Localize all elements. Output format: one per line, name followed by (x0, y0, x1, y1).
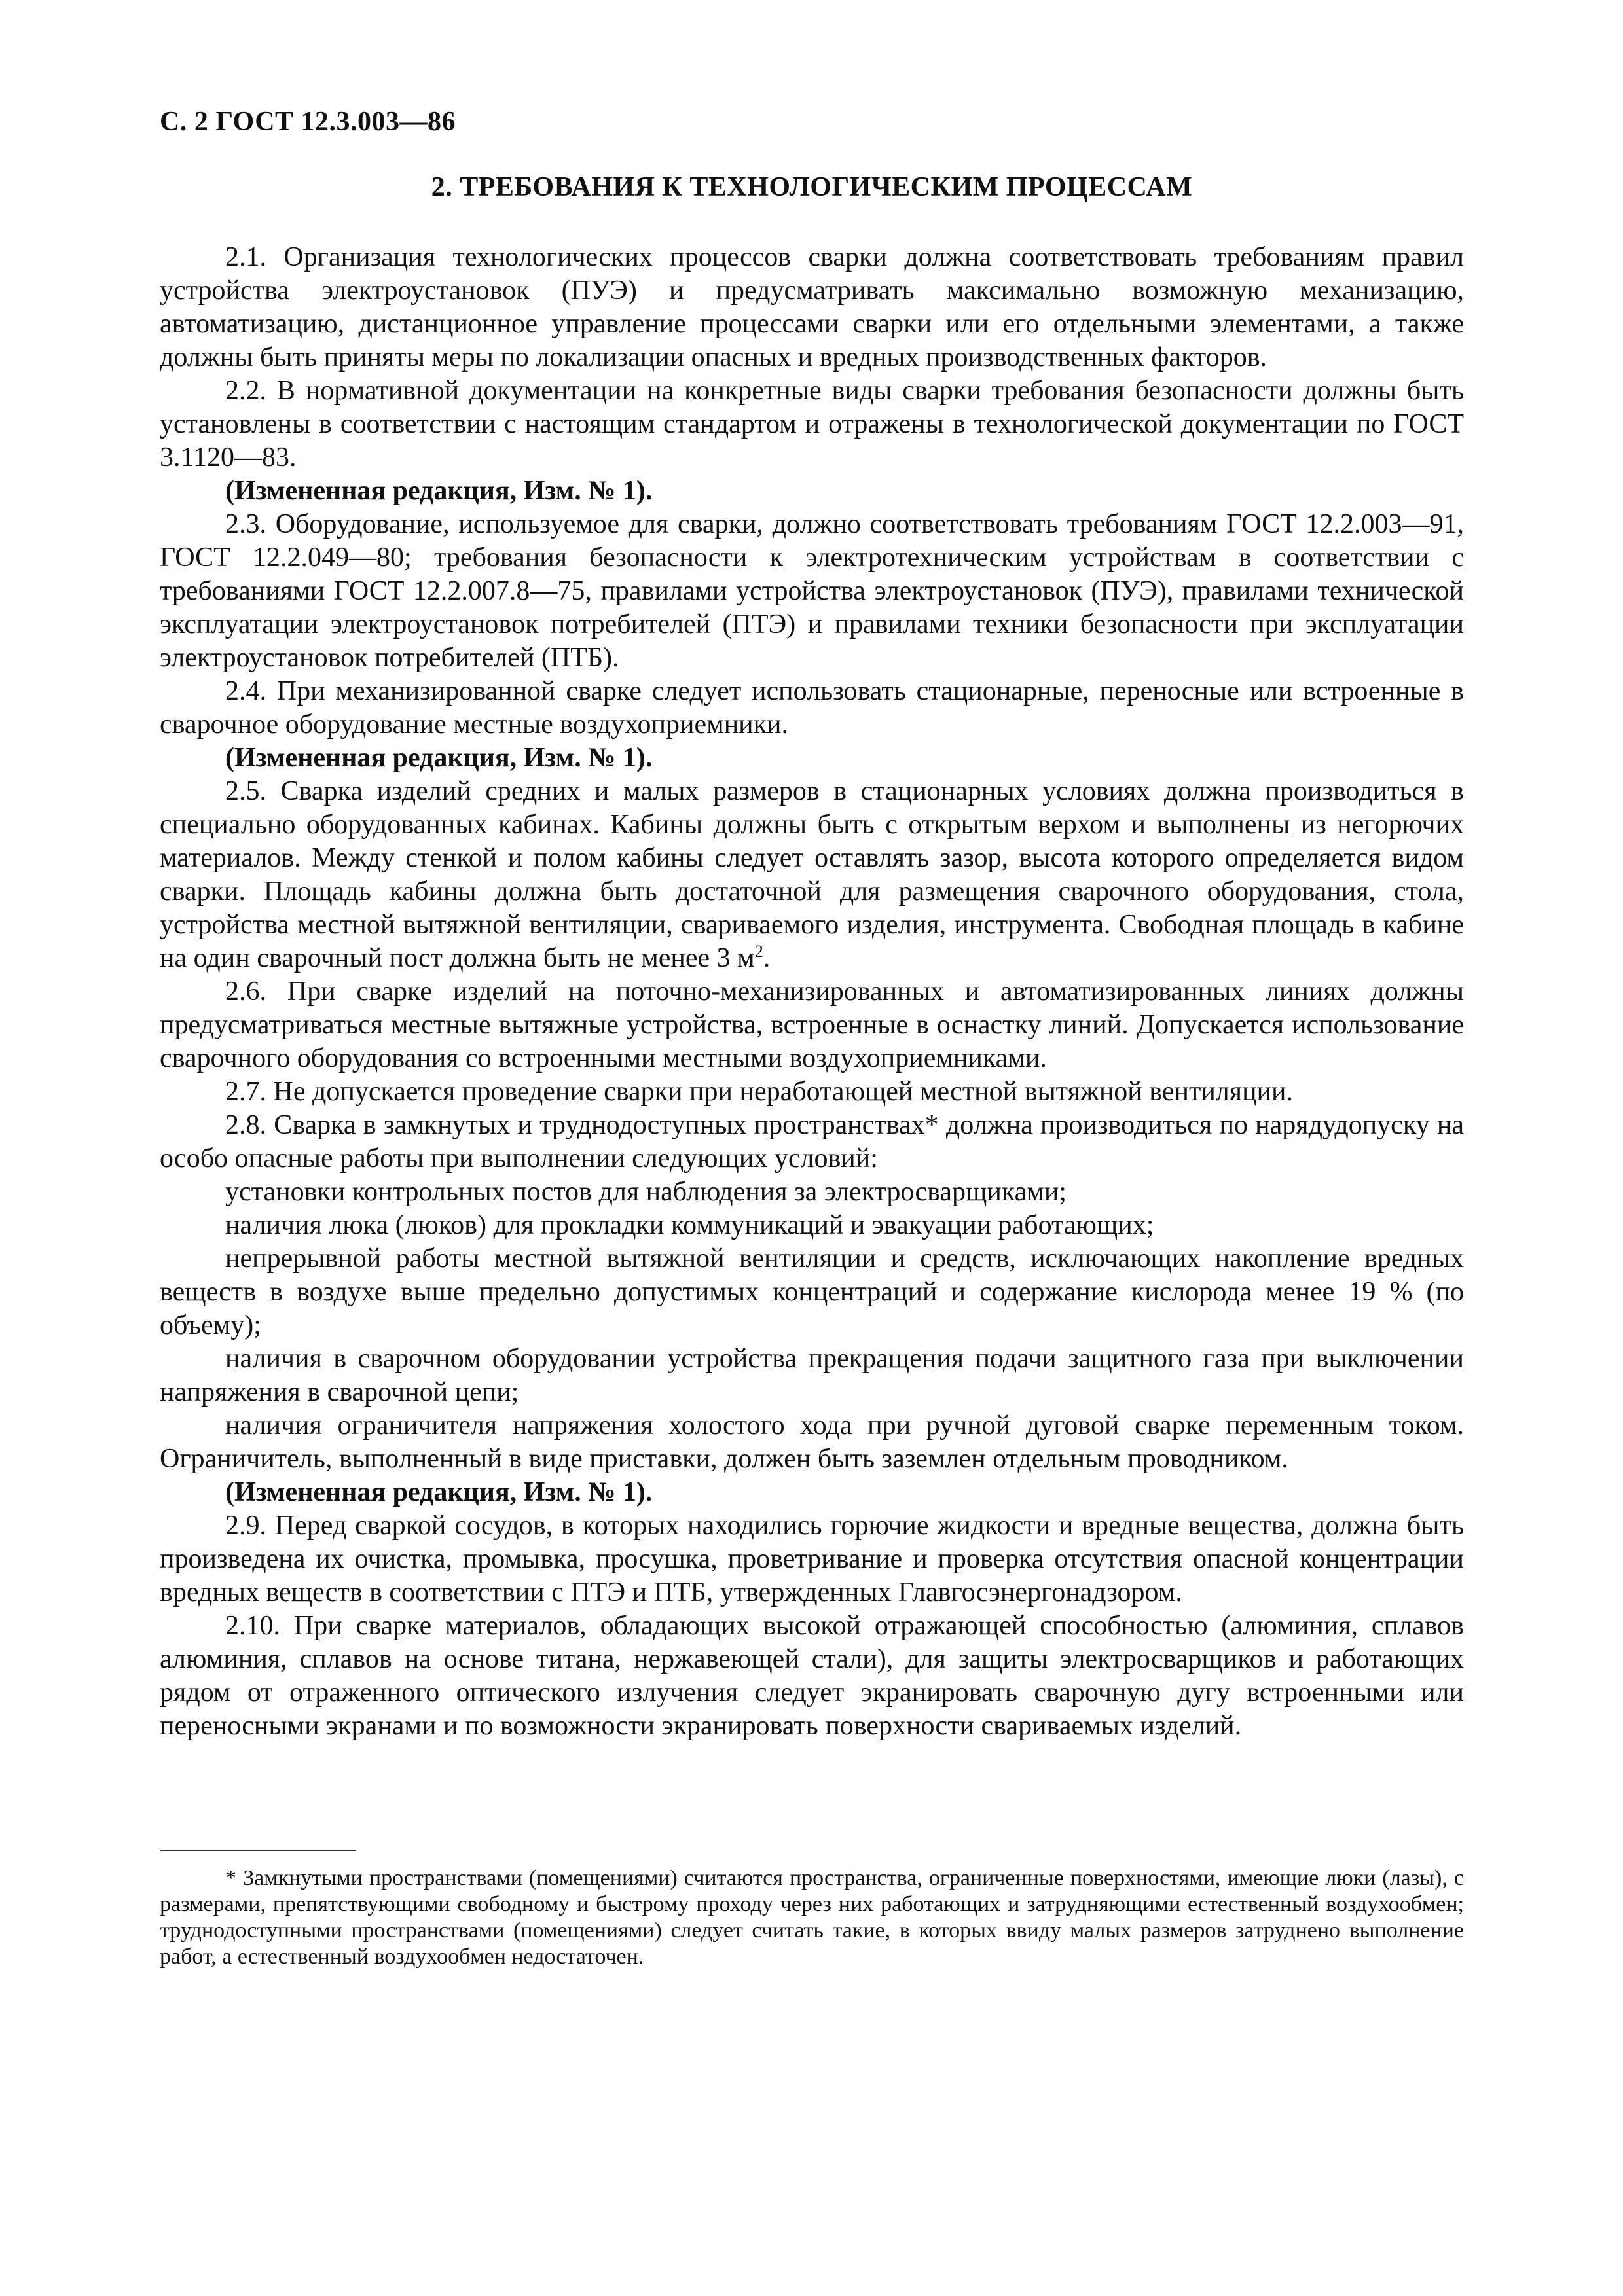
condition-item: непрерывной работы местной вытяжной вентиляции и средств, исключающих накопление вредных веществ в воздухе выше предельно допустимых концентраций и содержание кислорода менее 19 % (по объему); (160, 1244, 1464, 1340)
superscript-2: 2 (754, 942, 763, 961)
paragraph-2-6: 2.6. При сварке изделий на поточно-механизированных и автоматизированных линиях должны предусматриваться местные вытяжные устройства, встроенные в оснастку линий. Допускается использование сварочного оборудования со встроенными местными воздухоприемниками. (160, 977, 1464, 1073)
paragraph-2-7: 2.7. Не допускается проведение сварки при неработающей местной вытяжной вентиляции. (225, 1077, 1294, 1107)
paragraph-2-1: 2.1. Организация технологических процессов сварки должна соответствовать требованиям правил устройства электроустановок (ПУЭ) и предусматривать максимально возможную механизацию, автоматизацию, дистанционное управление процессами сварки или его отдельными элементами, а также должны быть приняты меры по локализации опасных и вредных производственных факторов. (160, 242, 1464, 372)
footnote-divider (160, 1850, 356, 1851)
amendment-note: (Измененная редакция, Изм. № 1). (225, 743, 653, 773)
condition-item: наличия в сварочном оборудовании устройства прекращения подачи защитного газа при выключении напряжения в сварочной цепи; (160, 1344, 1464, 1407)
footnote (160, 1865, 1464, 1970)
amendment-note: (Измененная редакция, Изм. № 1). (225, 476, 653, 506)
condition-item: наличия ограничителя напряжения холостого хода при ручной дуговой сварке переменным током. Ограничитель, выполненный в виде приставки, должен быть заземлен отдельным проводником. (160, 1410, 1464, 1474)
section-title: 2. ТРЕБОВАНИЯ К ТЕХНОЛОГИЧЕСКИМ ПРОЦЕССАМ (431, 172, 1193, 202)
amendment-note: (Измененная редакция, Изм. № 1). (225, 1477, 653, 1507)
paragraph-2-5-text: 2.5. Сварка изделий средних и малых размеров в стационарных условиях должна производиться в специально оборудованных кабинах. Кабины должны быть с открытым верхом и выполнены из негорючих материалов. Между стенкой и полом кабины следует оставлять зазор, высота которого определяется видом сварки. Площадь кабины должна быть достаточной для размещения сварочного оборудования, стола, устройства местной вытяжной вентиляции, свариваемого изделия, инструмента. Свободная площадь в кабине на один сварочный пост должна быть не менее 3 м (160, 776, 1464, 973)
paragraph-2-2: 2.2. В нормативной документации на конкретные виды сварки требования безопасности должны быть установлены в соответствии с настоящим стандартом и отражены в технологической документации по ГОСТ 3.1120—83. (160, 376, 1464, 473)
page-header: С. 2 ГОСТ 12.3.003—86 (160, 107, 456, 137)
condition-item: установки контрольных постов для наблюдения за электросварщиками; (225, 1177, 1067, 1207)
footnote-text: * Замкнутыми пространствами (помещениями) считаются пространства, ограниченные поверхностями, имеющие люки (лазы), с размерами, препятствующими свободному и быстрому проходу через них работающих и затрудняющими естественный воздухообмен; труднодоступными пространствами (помещениями) следует считать такие, в которых ввиду малых размеров затруднено выполнение работ, а естественный воздухообмен недостаточен. (160, 1866, 1464, 1969)
paragraph-2-10: 2.10. При сварке материалов, обладающих высокой отражающей способностью (алюминия, сплавов алюминия, сплавов на основе титана, нержавеющей стали), для защиты электросварщиков и работающих рядом от отраженного оптического излучения следует экранировать сварочную дугу встроенными или переносными экранами и по возможности экранировать поверхности свариваемых изделий. (160, 1611, 1464, 1741)
paragraph-2-8: 2.8. Сварка в замкнутых и труднодоступных пространствах* должна производиться по нарядудопуску на особо опасные работы при выполнении следующих условий: (160, 1110, 1464, 1174)
paragraph-2-5-tail: . (763, 943, 771, 973)
condition-item: наличия люка (люков) для прокладки коммуникаций и эвакуации работающих; (225, 1210, 1154, 1240)
paragraph-2-5 (160, 775, 1464, 975)
paragraph-2-4: 2.4. При механизированной сварке следует использовать стационарные, переносные или встроенные в сварочное оборудование местные воздухоприемники. (160, 676, 1464, 740)
paragraph-2-9: 2.9. Перед сваркой сосудов, в которых находились горючие жидкости и вредные вещества, должна быть произведена их очистка, промывка, просушка, проветривание и проверка отсутствия опасной концентрации вредных веществ в соответствии с ПТЭ и ПТБ, утвержденных Главгосэнергонадзором. (160, 1511, 1464, 1607)
paragraph-2-3: 2.3. Оборудование, используемое для сварки, должно соответствовать требованиям ГОСТ 12.2.003—91, ГОСТ 12.2.049—80; требования безопасности к электротехническим устройствам в соответствии с требованиями ГОСТ 12.2.007.8—75, правилами устройства электроустановок (ПУЭ), правилами технической эксплуатации электроустановок потребителей (ПТЭ) и правилами техники безопасности при эксплуатации электроустановок потребителей (ПТБ). (160, 509, 1464, 673)
document-body (160, 241, 1464, 1743)
